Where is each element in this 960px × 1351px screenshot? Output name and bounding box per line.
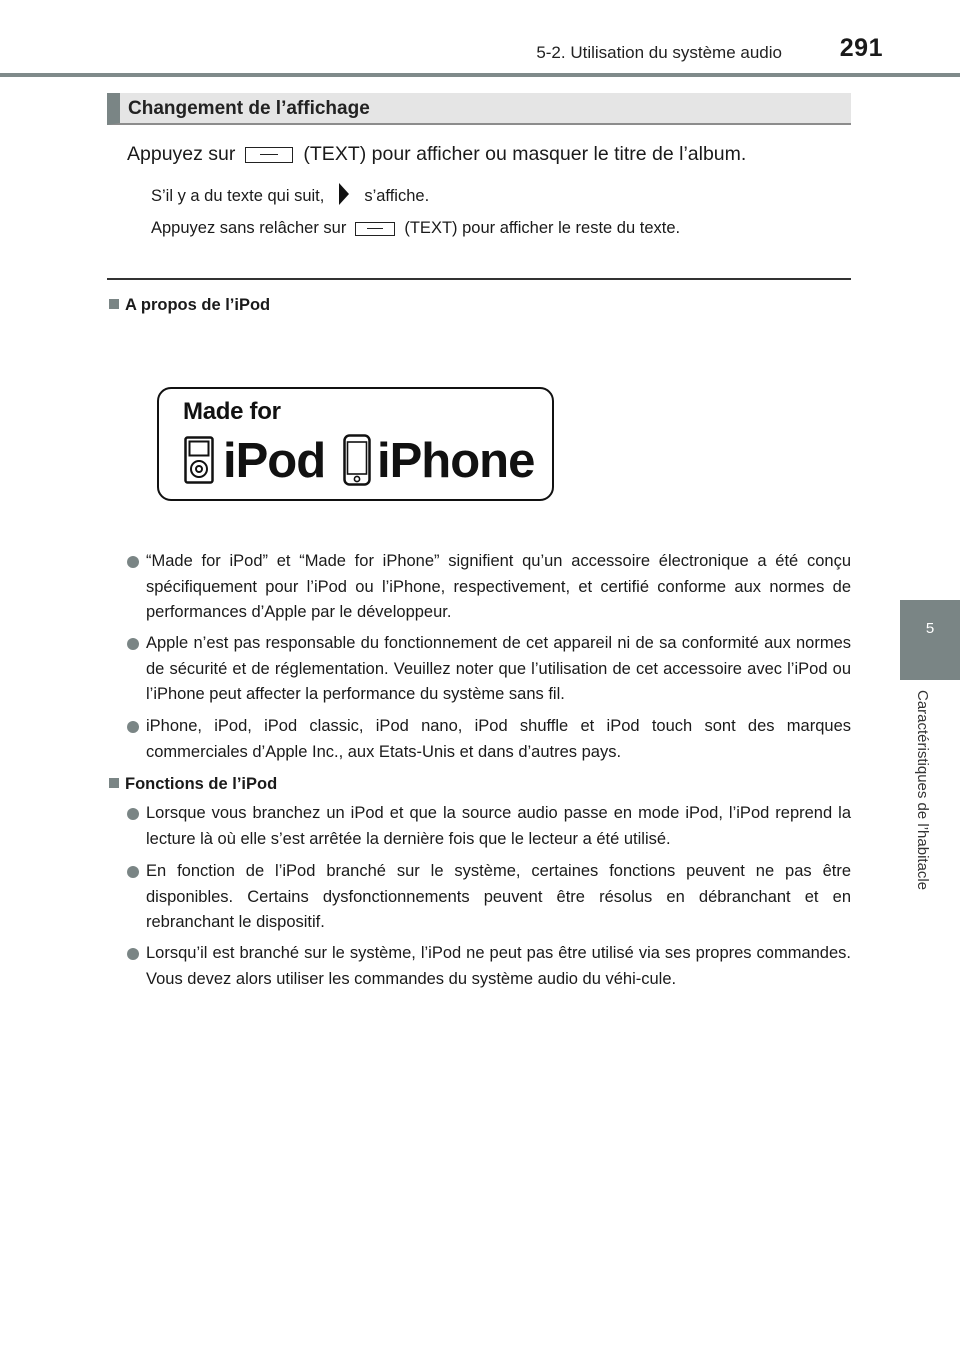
text-button-icon xyxy=(245,147,293,163)
note2-suffix: (TEXT) pour afficher le reste du texte. xyxy=(404,219,681,237)
chapter-tab xyxy=(900,600,960,680)
badge-made-for: Made for xyxy=(183,398,281,425)
badge-iphone-label: iPhone xyxy=(377,434,535,488)
fonctions-bullet-2 xyxy=(146,859,851,936)
fonctions-ipod-heading xyxy=(109,775,277,794)
section-divider xyxy=(107,278,851,280)
fonctions-bullet-1-text: Lorsque vous branchez un iPod et que la source audio passe en mode iPod, l’iPod reprend la lecture là où elle s’est arrêtée la dernière fois que le lecteur a été utilisé. xyxy=(146,804,851,848)
note-line-2 xyxy=(151,219,680,238)
round-bullet-icon xyxy=(127,721,139,733)
about-bullet-2 xyxy=(146,631,851,708)
note-line-1 xyxy=(151,182,429,211)
about-bullet-3 xyxy=(146,714,851,765)
note1-prefix: S’il y a du texte qui suit, xyxy=(151,186,325,205)
section-title: Changement de l’affichage xyxy=(128,98,370,119)
more-text-arrow-icon xyxy=(338,182,350,211)
header-rule xyxy=(0,73,960,77)
about-ipod-heading xyxy=(109,296,270,315)
about-bullet-2-text: Apple n’est pas responsable du fonctionnement de cet appareil ni de sa conformité aux normes de sécurité et de réglementation. Veuillez noter que l’utilisation de cet accessoire avec l’iPod ou l’iPhone peut affecter la performance du système sans fil. xyxy=(146,634,851,703)
instruction-suffix: (TEXT) pour afficher ou masquer le titre de l’album. xyxy=(303,143,747,165)
square-bullet-icon xyxy=(109,778,119,788)
badge-ipod-label: iPod xyxy=(223,434,326,488)
section-heading-bar xyxy=(107,93,851,125)
page-number: 291 xyxy=(839,34,883,62)
iphone-device-icon xyxy=(343,434,371,491)
round-bullet-icon xyxy=(127,638,139,650)
header-section-title: 5-2. Utilisation du système audio xyxy=(536,43,782,62)
fonctions-ipod-heading-text: Fonctions de l’iPod xyxy=(125,775,278,793)
chapter-number: 5 xyxy=(925,620,935,637)
made-for-ipod-iphone-badge xyxy=(157,387,554,501)
about-ipod-heading-text: A propos de l’iPod xyxy=(125,296,271,314)
instruction-prefix: Appuyez sur xyxy=(127,143,236,165)
about-bullet-3-text: iPhone, iPod, iPod classic, iPod nano, iPod shuffle et iPod touch sont des marques commerciales d’Apple Inc., aux Etats-Unis et dans d’autres pays. xyxy=(146,717,851,761)
square-bullet-icon xyxy=(109,299,119,309)
about-bullet-1 xyxy=(146,549,851,626)
about-bullet-1-text: “Made for iPod” et “Made for iPhone” signifient qu’un accessoire électronique a été conçu spécifiquement pour l’iPod ou l’iPhone, respectivement, et certifié conforme aux normes de performances d’Apple par le développeur. xyxy=(146,552,851,621)
main-instruction xyxy=(127,143,746,166)
round-bullet-icon xyxy=(127,556,139,568)
fonctions-bullet-2-text: En fonction de l’iPod branché sur le système, certaines fonctions peuvent ne pas être disponibles. Certains dysfonctionnements peuvent être résolus en débranchant et en rebranchant le dispositif. xyxy=(146,862,851,931)
round-bullet-icon xyxy=(127,948,139,960)
ipod-device-icon xyxy=(184,436,214,489)
fonctions-bullet-3-text: Lorsqu’il est branché sur le système, l’iPod ne peut pas être utilisé via ses propres commandes. Vous devez alors utiliser les commandes du système audio du véhi-cule. xyxy=(146,944,851,988)
round-bullet-icon xyxy=(127,866,139,878)
note2-prefix: Appuyez sans relâcher sur xyxy=(151,219,347,237)
chapter-title: Caractéristiques de l’habitacle xyxy=(914,690,931,891)
note1-suffix: s’affiche. xyxy=(364,186,430,205)
fonctions-bullet-1 xyxy=(146,801,851,852)
text-button-icon xyxy=(355,222,395,236)
fonctions-bullet-3 xyxy=(146,941,851,992)
round-bullet-icon xyxy=(127,808,139,820)
